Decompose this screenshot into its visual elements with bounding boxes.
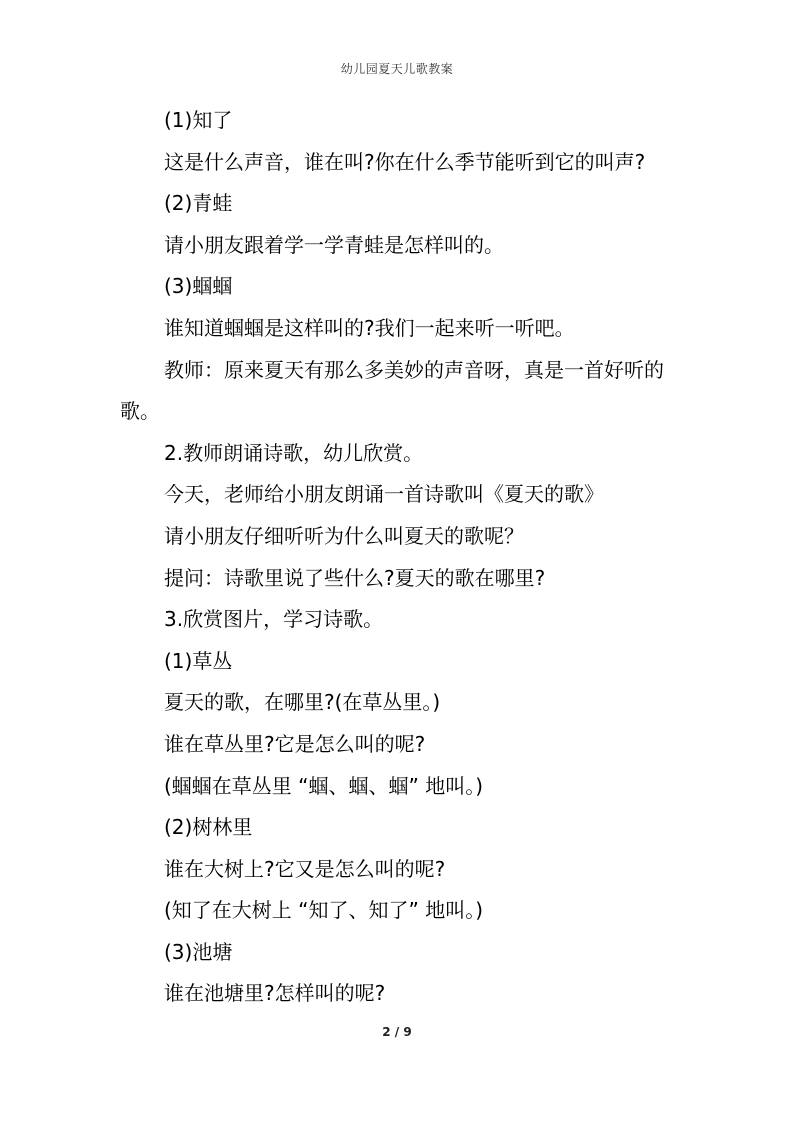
paragraph: 请小朋友跟着学一学青蛙是怎样叫的。 <box>164 232 504 257</box>
paragraph: (1)知了 <box>164 108 233 132</box>
paragraph: 3.欣赏图片，学习诗歌。 <box>164 607 384 632</box>
document-body <box>120 100 680 1015</box>
paragraph: 谁在池塘里?怎样叫的呢? <box>164 981 386 1006</box>
paragraph: (知了在大树上 “知了、知了” 地叫。) <box>164 898 484 923</box>
paragraph: 谁在草丛里?它是怎么叫的呢? <box>164 731 426 756</box>
page-header: 幼儿园夏天儿歌教案 <box>340 62 454 76</box>
paragraph: 提问：诗歌里说了些什么?夏天的歌在哪里? <box>164 565 546 590</box>
paragraph: 谁在大树上?它又是怎么叫的呢? <box>164 856 446 881</box>
paragraph: (3)蝈蝈 <box>164 274 233 299</box>
paragraph: 今天，老师给小朋友朗诵一首诗歌叫《夏天的歌》 <box>164 482 604 507</box>
paragraph: 2.教师朗诵诗歌，幼儿欣赏。 <box>164 440 424 465</box>
paragraph: (蝈蝈在草丛里 “蝈、蝈、蝈” 地叫。) <box>164 773 484 798</box>
paragraph: (1)草丛 <box>164 648 233 673</box>
paragraph: 谁知道蝈蝈是这样叫的?我们一起来听一听吧。 <box>164 315 575 340</box>
paragraph: (2)青蛙 <box>164 191 233 216</box>
page-number: 2 / 9 <box>382 1025 412 1039</box>
paragraph: (2)树林里 <box>164 815 253 840</box>
paragraph: 夏天的歌，在哪里?(在草丛里。) <box>164 690 441 715</box>
paragraph: 请小朋友仔细听听为什么叫夏天的歌呢？ <box>164 523 524 548</box>
paragraph: 这是什么声音，谁在叫?你在什么季节能听到它的叫声? <box>164 149 646 174</box>
paragraph: 教师：原来夏天有那么多美妙的声音呀，真是一首好听的歌。 <box>120 357 664 424</box>
paragraph: (3)池塘 <box>164 939 233 964</box>
